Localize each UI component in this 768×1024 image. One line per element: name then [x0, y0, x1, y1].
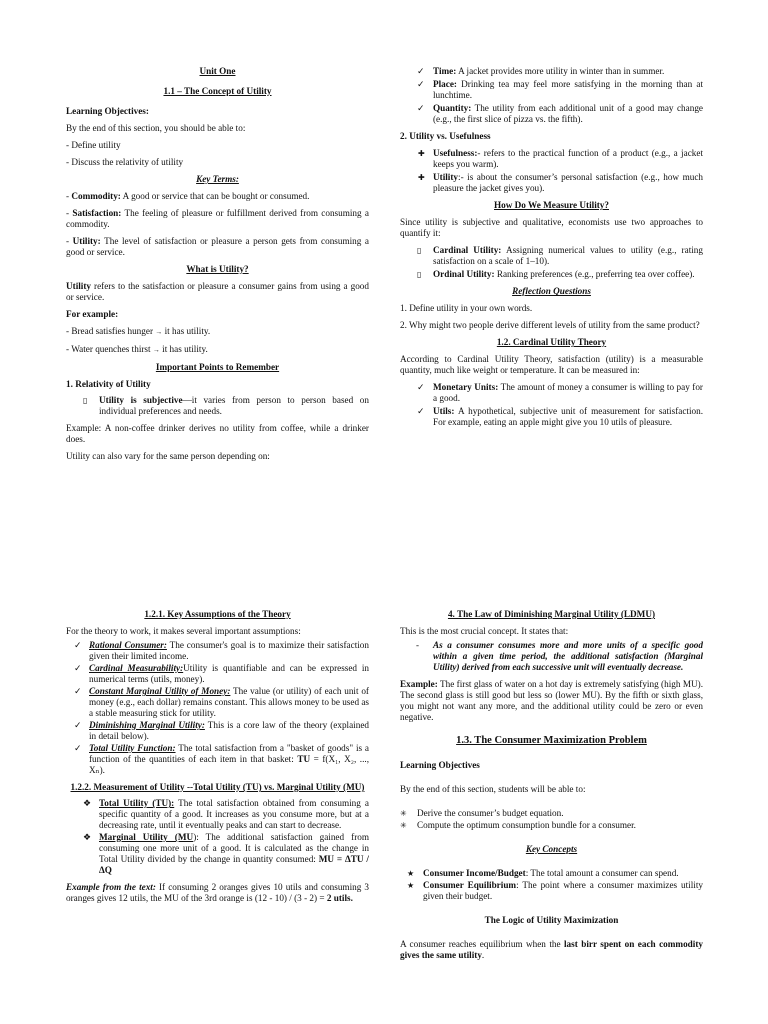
bullet-icon [400, 820, 407, 831]
arrow-icon: → [155, 328, 163, 336]
dash-bullet-icon [416, 640, 419, 651]
key-terms-heading: Key Terms: [196, 174, 239, 184]
assumptions-intro: For the theory to work, it makes several important assumptions: [66, 626, 301, 636]
column-3 [66, 609, 369, 910]
utils-item: ✓ Utils: A hypothetical, subjective unit of measurement for satisfaction. For example, eating an apple might give you 10 utils of pleasure. [400, 406, 703, 428]
learning-objectives-heading: Learning Objectives: [66, 106, 149, 116]
reflection-question: 2. Why might two people derive different levels of utility from the same product? [400, 320, 700, 330]
assumption-rational-consumer: ✓ Rational Consumer: The consumer's goal is to maximize their satisfaction given their limited income. [66, 640, 369, 662]
star-bullet-icon [407, 868, 414, 879]
assumption-cardinal-measurability: ✓ Cardinal Measurability:Utility is quantifiable and can be expressed in numerical terms (utils, money). [66, 663, 369, 685]
example-coffee: Example: A non-coffee drinker derives no utility from coffee, while a drinker does. [66, 423, 369, 444]
ldmu-intro: This is the most crucial concept. It states that: [400, 626, 569, 636]
objective-budget-equation: ✳ Derive the consumer’s budget equation. [400, 808, 703, 819]
measurement-heading: 1.2.2. Measurement of Utility --Total Utility (TU) vs. Marginal Utility (MU) [70, 782, 365, 792]
what-is-utility-heading: What is Utility? [186, 264, 249, 274]
example-water: - Water quenches thirst → it has utility. [66, 344, 208, 354]
ldmu-heading: 4. The Law of Diminishing Marginal Utility (LDMU) [447, 609, 656, 619]
checkmark-icon [417, 406, 425, 417]
checkmark-icon [417, 382, 425, 393]
monetary-units-item: ✓ Monetary Units: The amount of money a consumer is willing to pay for a good. [400, 382, 703, 404]
cross-bullet-icon [418, 172, 425, 183]
factor-quantity: ✓ Quantity: The utility from each additional unit of a good may change (e.g., the first slice of pizza vs. the fifth). [400, 103, 703, 125]
utility-item: ✚ Utility:- is about the consumer’s personal satisfaction (e.g., how much pleasure the jacket gives you). [400, 172, 703, 194]
marginal-utility-item: ❖ Marginal Utility (MU): The additional satisfaction gained from consuming one more unit of a good. It is calculated as the change in Total Utility divided by the change in quantity consumed: MU = ΔTU / ΔQ [66, 832, 369, 876]
cardinal-theory-heading: 1.2. Cardinal Utility Theory [496, 337, 607, 347]
assumption-constant-mu-money: ✓ Constant Marginal Utility of Money: The value (or utility) of each unit of money (e.g., each dollar) remains constant. This allows money to be used as a stable measuring stick for utility. [66, 686, 369, 719]
checkmark-icon [417, 66, 425, 77]
checkmark-icon [74, 743, 82, 754]
arrow-icon: → [152, 346, 160, 354]
assumption-total-utility-function: ✓ Total Utility Function: The total satisfaction from a "basket of goods" is a function of the quantities of each item in that basket: TU = f(X₁, X₂, ..., Xₙ). [66, 743, 369, 776]
term-commodity: - Commodity: A good or service that can be bought or consumed. [66, 191, 310, 201]
measure-utility-heading: How Do We Measure Utility? [494, 200, 609, 210]
concept-equilibrium: ★ Consumer Equilibrium: The point where a consumer maximizes utility given their budget. [400, 880, 703, 902]
usefulness-item: ✚ Usefulness:- refers to the practical function of a product (e.g., a jacket keeps you warm). [400, 148, 703, 170]
section-title: 1.1 – The Concept of Utility [163, 86, 272, 96]
learning-objective-item: - Define utility [66, 140, 121, 150]
column-2 [400, 66, 703, 430]
learning-objectives-heading-2: Learning Objectives [400, 760, 480, 770]
learning-objectives-intro-2: By the end of this section, students will be able to: [400, 784, 586, 794]
learning-objectives-intro: By the end of this section, you should be able to: [66, 123, 246, 133]
usefulness-heading: 2. Utility vs. Usefulness [400, 131, 491, 141]
utility-vary-text: Utility can also vary for the same person depending on: [66, 451, 270, 461]
column-4 [400, 609, 703, 967]
for-example-heading: For example: [66, 309, 119, 319]
factor-place: ✓ Place: Drinking tea may feel more satisfying in the morning than at lunchtime. [400, 79, 703, 101]
checkmark-icon [417, 79, 425, 90]
utility-definition: Utility refers to the satisfaction or pleasure a consumer gains from using a good or service. [66, 281, 369, 302]
example-bread: - Bread satisfies hunger → it has utility. [66, 326, 211, 336]
assumptions-heading: 1.2.1. Key Assumptions of the Theory [144, 609, 291, 619]
assumption-diminishing-mu: ✓ Diminishing Marginal Utility: This is a core law of the theory (explained in detail below). [66, 720, 369, 742]
relativity-heading: 1. Relativity of Utility [66, 379, 151, 389]
bullet-box-icon [417, 245, 421, 256]
subjective-item: ▯ Utility is subjective—it varies from person to person based on individual preferences and needs. [66, 395, 369, 417]
factor-time: ✓ Time: A jacket provides more utility in winter than in summer. [400, 66, 703, 77]
column-1 [66, 66, 369, 468]
ordinal-utility-item: ▯ Ordinal Utility: Ranking preferences (e.g., preferring tea over coffee). [400, 269, 703, 280]
bullet-box-icon [417, 269, 421, 280]
checkmark-icon [74, 640, 82, 651]
checkmark-icon [74, 686, 82, 697]
bullet-box-icon [83, 395, 87, 406]
key-concepts-heading: Key Concepts [525, 844, 578, 854]
cardinal-utility-item: ▯ Cardinal Utility: Assigning numerical values to utility (e.g., rating satisfaction on a scale of 1–10). [400, 245, 703, 267]
objective-optimum-bundle: ✳ Compute the optimum consumption bundle for a consumer. [400, 820, 703, 831]
term-satisfaction: - Satisfaction: The feeling of pleasure or fulfillment derived from consuming a commodity. [66, 208, 369, 229]
concept-income-budget: ★ Consumer Income/Budget: The total amount a consumer can spend. [400, 868, 703, 879]
cardinal-theory-intro: According to Cardinal Utility Theory, satisfaction (utility) is a measurable quantity, much like weight or temperature. It can be measured in: [400, 354, 703, 375]
reflection-heading: Reflection Questions [512, 286, 591, 296]
checkmark-icon [417, 103, 425, 114]
term-utility: - Utility: The level of satisfaction or pleasure a person gets from consuming a good or service. [66, 236, 370, 257]
mu-example: Example from the text: If consuming 2 oranges gives 10 utils and consuming 3 oranges gives 12 utils, the MU of the 3rd orange is (12 - 10) / (3 - 2) = 2 utils. [66, 882, 369, 903]
ldmu-law: - As a consumer consumes more and more units of a specific good within a given time period, the additional satisfaction (Marginal Utility) derived from each successive unit will eventually decrease. [400, 640, 703, 673]
unit-title: Unit One [199, 66, 236, 76]
total-utility-item: ❖ Total Utility (TU): The total satisfaction obtained from consuming a specific quantity of a good. It increases as you consume more, but at a decreasing rate, until it eventually peaks and can start to decrease. [66, 798, 369, 831]
logic-heading: The Logic of Utility Maximization [484, 915, 619, 925]
ldmu-example: Example: The first glass of water on a hot day is extremely satisfying (high MU). The second glass is still good but less so (lower MU). By the fifth or sixth glass, you might not want any more, and the additional utility could be zero or even negative. [400, 679, 703, 722]
consumer-maximization-heading: 1.3. The Consumer Maximization Problem [456, 735, 647, 746]
important-points-heading: Important Points to Remember [155, 362, 280, 372]
reflection-question: 1. Define utility in your own words. [400, 303, 533, 313]
checkmark-icon [74, 663, 82, 674]
logic-text: A consumer reaches equilibrium when the last birr spent on each commodity gives the same utility. [400, 939, 703, 960]
checkmark-icon [74, 720, 82, 731]
star-bullet-icon [407, 880, 414, 891]
diamond-bullet-icon [83, 832, 91, 843]
cross-bullet-icon [418, 148, 425, 159]
measure-intro: Since utility is subjective and qualitative, economists use two approaches to quantify it: [400, 217, 703, 238]
learning-objective-item: - Discuss the relativity of utility [66, 157, 184, 167]
diamond-bullet-icon [83, 798, 91, 809]
bullet-icon [400, 808, 407, 819]
